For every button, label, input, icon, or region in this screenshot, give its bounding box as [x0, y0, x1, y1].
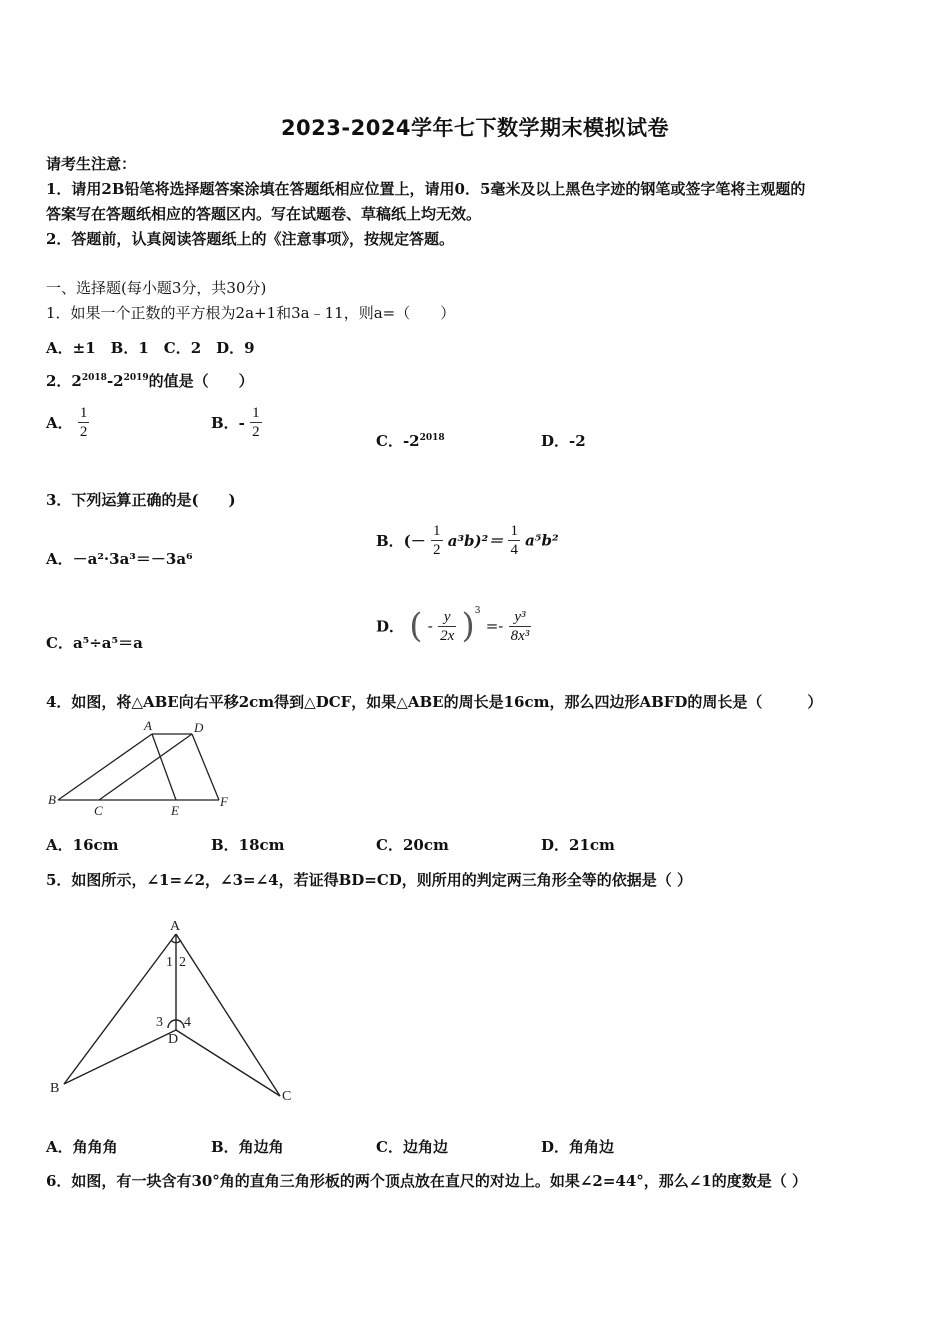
q3-option-a: A．－a²·3a³＝－3a⁶ [46, 550, 193, 568]
q4-label-f: F [220, 794, 228, 809]
q5-option-a: A．角角角 [46, 1138, 118, 1156]
q4-stem: 4．如图，将△ABE向右平移2cm得到△DCF，如果△ABE的周长是16cm，那么四边形ABFD的周长是（ ） [46, 693, 823, 711]
q4-label-d: D [194, 720, 204, 735]
q5-stem: 5．如图所示，∠1=∠2，∠3=∠4，若证得BD=CD，则所用的判定两三角形全等的依据是（ ） [46, 871, 693, 889]
q1-stem: 1．如果一个正数的平方根为2a+1和3a﹣11，则a=（ ） [46, 304, 456, 322]
notice-heading: 请考生注意： [46, 155, 137, 173]
notice-line-1b: 答案写在答题纸相应的答题区内。写在试题卷、草稿纸上均无效。 [46, 205, 482, 223]
q5-label-c: C [282, 1089, 292, 1104]
q5-label-1: 1 [166, 955, 173, 970]
section-heading: 一、选择题(每小题3分，共30分) [46, 279, 267, 297]
page-title: 2023-2024学年七下数学期末模拟试卷 [280, 116, 670, 140]
q4-option-d: D．21cm [541, 836, 615, 854]
q2-stem: 2．$2^{2018}-2^{2019}$的值是（ ） [46, 372, 254, 390]
q4-label-b: B [48, 792, 56, 807]
q5-option-c: C．边角边 [376, 1138, 448, 1156]
q4-label-a: A [144, 718, 152, 733]
q5-label-4: 4 [184, 1015, 191, 1030]
q5-label-a: A [170, 919, 181, 934]
q1-options: A．±1 B．1 C．2 D．9 [46, 339, 255, 357]
q4-option-c: C．20cm [376, 836, 449, 854]
q4-figure [44, 716, 234, 820]
q5-label-2: 2 [179, 955, 186, 970]
q5-option-d: D．角角边 [541, 1138, 615, 1156]
q5-label-b: B [50, 1081, 60, 1096]
q3-stem: 3．下列运算正确的是( ) [46, 491, 236, 509]
q4-label-c: C [94, 803, 103, 818]
q5-label-d: D [168, 1032, 179, 1047]
q2-a-fraction: $\frac{1}{2}$ [79, 405, 88, 440]
q2-b-fraction: $\frac{1}{2}$ [252, 405, 260, 440]
q2-option-d: D．-2 [541, 432, 586, 450]
q5-option-b: B．角边角 [211, 1138, 284, 1156]
q3-d-rhs-fraction: $\frac{\text{y³}}{\text{8x³}}$ [510, 608, 530, 644]
notice-line-2: 2．答题前，认真阅读答题纸上的《注意事项》，按规定答题。 [46, 230, 454, 248]
q5-figure [44, 910, 304, 1110]
q3-b-fraction-2: $\frac{1}{4}$ [510, 523, 518, 558]
q2-option-c: C．$-2^{2018}$ [376, 432, 445, 450]
q4-option-b: B．18cm [211, 836, 285, 854]
q4-option-a: A．16cm [46, 836, 119, 854]
q3-option-d: D． ( - $\frac{y}{2x}$ )$^3$ =- $\frac{\text{y³}}{\text{8x³}}$ [376, 606, 530, 646]
q6-stem: 6．如图，有一块含有30°角的直角三角形板的两个顶点放在直尺的对边上。如果∠2=44°，那么∠1的度数是（ ） [46, 1172, 807, 1190]
q3-option-b: B．(－ $\frac{1}{2}$ a³b)²＝ $\frac{1}{4}$ a⁵b² [376, 523, 559, 558]
notice-line-1a: 1．请用2B铅笔将选择题答案涂填在答题纸相应位置上，请用0．5毫米及以上黑色字迹的钢笔或签字笔将主观题的 [46, 180, 806, 198]
q2-option-b: B．- $\frac{1}{2}$ [211, 405, 260, 440]
q2-option-a: A． $\frac{1}{2}$ [46, 405, 88, 440]
q4-label-e: E [171, 803, 179, 818]
q3-option-c: C．a⁵÷a⁵＝a [46, 634, 143, 652]
q5-label-3: 3 [156, 1015, 163, 1030]
q3-b-fraction-1: $\frac{1}{2}$ [433, 523, 441, 558]
q3-d-lhs-fraction: $\frac{y}{2x}$ [440, 608, 455, 644]
